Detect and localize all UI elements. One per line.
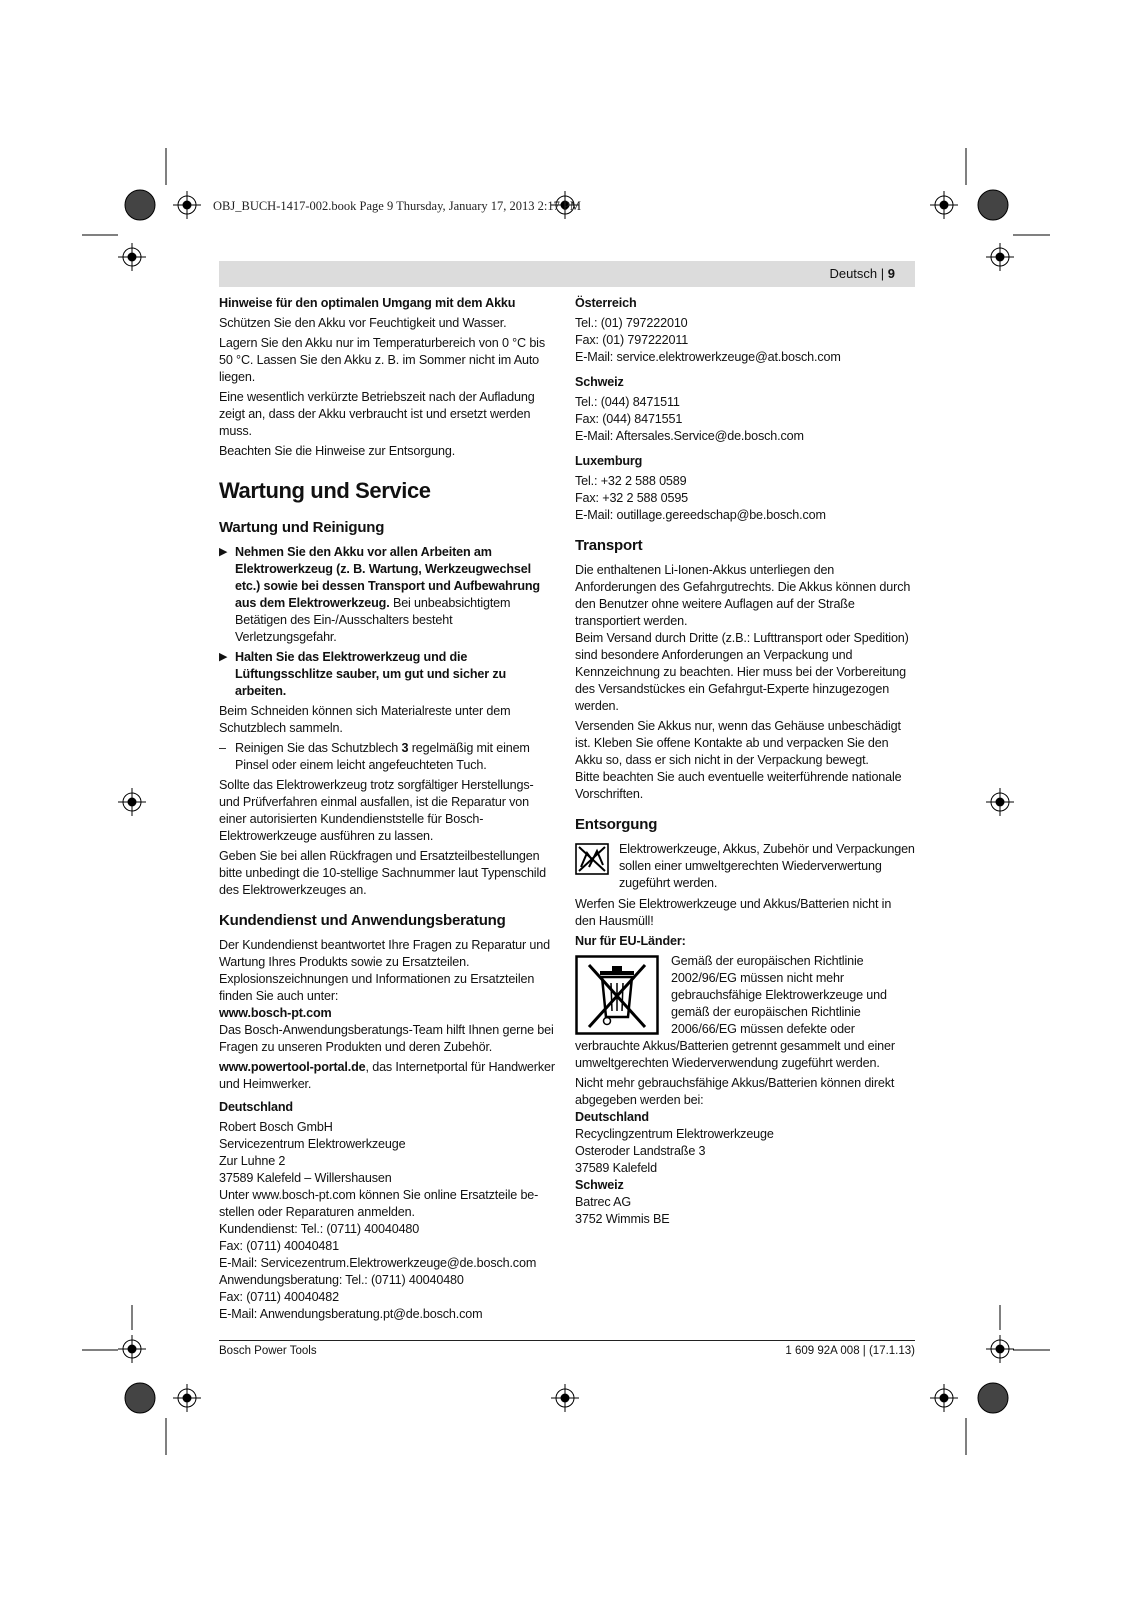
- paragraph: Versenden Sie Akkus nur, wenn das Gehäuse unbeschädigt ist. Kleben Sie offene Kontakte ab und verpacken Sie den Akku so, dass er sich nicht in der Verpackung bewegt.: [575, 719, 901, 767]
- address-line: Recyclingzentrum Elektrowerkzeuge: [575, 1127, 774, 1141]
- footer-rule: [219, 1340, 915, 1341]
- crossed-out-bin-icon: [575, 955, 659, 1035]
- dash-text: Reinigen Sie das Schutzblech: [235, 741, 402, 755]
- left-column: [219, 295, 557, 1323]
- paragraph: Sollte das Elektrowerkzeug trotz sorgfältiger Herstellungs- und Prüfverfahren einmal ausfallen, ist die Reparatur von einer autorisierten Kundendienststelle für Bosch-Elektrowerkzeuge ausführen zu lassen.: [219, 778, 534, 843]
- bullet-bold-text: Nehmen Sie den Akku vor allen Arbeiten am Elektrowerkzeug (z. B. Wartung, Werkzeugwechsel etc.) sowie bei dessen Transport und Aufbewahrung aus dem Elektrowerkzeug.: [235, 545, 540, 610]
- header-separator: |: [877, 266, 888, 281]
- bullet-bold-text: Halten Sie das Elektrowerkzeug und die Lüftungsschlitze sauber, um gut und sicher zu arbeiten.: [235, 650, 507, 698]
- paragraph: Werfen Sie Elektrowerkzeuge und Akkus/Batterien nicht in den Hausmüll!: [575, 897, 892, 928]
- address-line: Zur Luhne 2: [219, 1154, 286, 1168]
- address-block: [575, 1194, 915, 1228]
- url-link[interactable]: www.powertool-portal.de: [219, 1060, 366, 1074]
- address-line: E-Mail: service.elektrowerkzeuge@at.bosch.com: [575, 350, 841, 364]
- address-line: Kundendienst: Tel.: (0711) 40040480: [219, 1222, 420, 1236]
- address-line: Fax: (01) 797222011: [575, 333, 689, 347]
- address-line: E-Mail: outillage.gereedschap@be.bosch.com: [575, 508, 826, 522]
- address-line: Tel.: +32 2 588 0589: [575, 474, 687, 488]
- address-line: 37589 Kalefeld: [575, 1161, 657, 1175]
- paragraph: Nicht mehr gebrauchsfähige Akkus/Batterien können direkt abgegeben werden bei:: [575, 1076, 895, 1107]
- address-block: [575, 394, 915, 445]
- address-line: Fax: (044) 8471551: [575, 412, 683, 426]
- address-line: Osteroder Landstraße 3: [575, 1144, 706, 1158]
- safety-bullet: [219, 544, 557, 646]
- address-line: E-Mail: Anwendungsberatung.pt@de.bosch.com: [219, 1307, 483, 1321]
- address-line: 3752 Wimmis BE: [575, 1212, 670, 1226]
- weee-block: [575, 953, 915, 1072]
- running-header: [829, 266, 895, 281]
- subheading-transport: Transport: [575, 537, 643, 554]
- triangle-bullet-icon: ▶: [219, 651, 228, 663]
- subheading-kundendienst: Kundendienst und Anwendungsberatung: [219, 912, 506, 929]
- address-line: E-Mail: Aftersales.Service@de.bosch.com: [575, 429, 804, 443]
- paragraph: [219, 1059, 557, 1093]
- address-line: Unter www.bosch-pt.com können Sie online Ersatzteile be-: [219, 1188, 539, 1202]
- country-title: Schweiz: [575, 1178, 624, 1192]
- paragraph: [219, 937, 557, 1022]
- paragraph: Beim Schneiden können sich Materialreste unter dem Schutzblech sammeln.: [219, 704, 511, 735]
- akku-title: Hinweise für den optimalen Umgang mit dem Akku: [219, 296, 516, 310]
- country-title: Deutschland: [575, 1110, 649, 1124]
- akku-paragraph: Beachten Sie die Hinweise zur Entsorgung.: [219, 444, 456, 458]
- paragraph: Bitte beachten Sie auch eventuelle weiterführende nationale Vorschriften.: [575, 770, 902, 801]
- address-line: Fax: +32 2 588 0595: [575, 491, 689, 505]
- paragraph: Beim Versand durch Dritte (z.B.: Lufttransport oder Spedition) sind besondere Anforderungen an Verpackung und Kennzeichnung zu beachten. Hier muss bei der Vorbereitung des Versandstückes ein Gefahrgut-Experte hinzugezogen werden.: [575, 631, 909, 713]
- dash-item: – Reinigen Sie das Schutzblech 3 regelmäßig mit einem Pinsel oder einem leicht angefeuchteten Tuch.: [219, 741, 530, 772]
- address-line: Fax: (0711) 40040482: [219, 1290, 339, 1304]
- address-line: Servicezentrum Elektrowerkzeuge: [219, 1137, 406, 1151]
- address-block: [575, 473, 915, 524]
- paragraph: Geben Sie bei allen Rückfragen und Ersatzteilbestellungen bitte unbedingt die 10-stellige Sachnummer laut Typenschild des Elektrowerkzeuges an.: [219, 849, 546, 897]
- url-link[interactable]: www.bosch-pt.com: [219, 1006, 332, 1020]
- header-language: Deutsch: [829, 266, 878, 281]
- triangle-bullet-icon: ▶: [219, 546, 228, 558]
- country-title: Schweiz: [575, 375, 624, 389]
- subheading-wartung-reinigung: Wartung und Reinigung: [219, 519, 385, 536]
- paragraph: Gemäß der europäischen Richtlinie 2002/96/EG müssen nicht mehr gebrauchsfähige Elektrowerkzeuge und gemäß der europäischen Richtlinie 2006/66/EG müssen defekte oder verbrauchte Akkus/Batterien getrennt gesammelt und einer umweltgerechten Wiederverwendung zugeführt werden.: [575, 954, 895, 1070]
- part-number: 3: [401, 741, 409, 755]
- paragraph-text: , das Internetportal für Handwerker und Heimwerker.: [219, 1060, 555, 1091]
- dash-text: regelmäßig mit einem Pinsel oder einem leicht angefeuchteten Tuch.: [235, 741, 530, 772]
- address-block: [219, 1119, 557, 1323]
- country-title: Deutschland: [219, 1100, 293, 1114]
- recycling-symbol-icon: [575, 843, 609, 875]
- bullet-text: Bei unbeabsichtigtem Betätigen des Ein-/Ausschalters besteht Verletzungsgefahr.: [235, 596, 511, 644]
- paragraph: Elektrowerkzeuge, Akkus, Zubehör und Verpackungen sollen einer umweltgerechten Wiederverwertung zugeführt werden.: [619, 842, 915, 890]
- akku-paragraph: Lagern Sie den Akku nur im Temperaturbereich von 0 °C bis 50 °C. Lassen Sie den Akku z. B. im Sommer nicht im Auto liegen.: [219, 336, 545, 384]
- address-line: Fax: (0711) 40040481: [219, 1239, 339, 1253]
- country-title: Österreich: [575, 296, 637, 310]
- paragraph: Die enthaltenen Li-Ionen-Akkus unterliegen den Anforderungen des Gefahrgutrechts. Die Akkus können durch den Benutzer ohne weitere Auflagen auf der Straße transportiert werden.: [575, 563, 911, 628]
- address-line: Batrec AG: [575, 1195, 632, 1209]
- address-line: Tel.: (044) 8471511: [575, 395, 680, 409]
- address-line: Tel.: (01) 797222010: [575, 316, 688, 330]
- eu-title: Nur für EU-Länder:: [575, 934, 686, 948]
- page-number: 9: [887, 266, 895, 281]
- akku-paragraph: Eine wesentlich verkürzte Betriebszeit nach der Aufladung zeigt an, dass der Akku verbraucht ist und ersetzt werden muss.: [219, 390, 535, 438]
- kunden-text: Der Kundendienst beantwortet Ihre Fragen zu Reparatur und Wartung Ihres Produkts sowie zu Ersatzteilen. Explosionszeichnungen und Informationen zu Ersatzteilen finden Sie auch unter:: [219, 938, 550, 1003]
- safety-bullet: [219, 649, 557, 700]
- address-line: Anwendungsberatung: Tel.: (0711) 40040480: [219, 1273, 464, 1287]
- paragraph: Das Bosch-Anwendungsberatungs-Team hilft Ihnen gerne bei Fragen zu unseren Produkten und deren Zubehör.: [219, 1023, 554, 1054]
- address-block: [575, 1126, 915, 1177]
- address-line: stellen oder Reparaturen anmelden.: [219, 1205, 415, 1219]
- country-title: Luxemburg: [575, 454, 643, 468]
- print-slug: OBJ_BUCH-1417-002.book Page 9 Thursday, January 17, 2013 2:17 PM: [213, 199, 582, 213]
- address-line: Robert Bosch GmbH: [219, 1120, 333, 1134]
- right-column: [575, 295, 915, 1228]
- footer-doc-number: 1 609 92A 008 | (17.1.13): [785, 1345, 915, 1357]
- header-bar: [219, 261, 915, 287]
- address-block: [575, 315, 915, 366]
- section-heading-wartung-service: Wartung und Service: [219, 478, 431, 503]
- subheading-entsorgung: Entsorgung: [575, 816, 658, 833]
- akku-paragraph: Schützen Sie den Akku vor Feuchtigkeit und Wasser.: [219, 316, 507, 330]
- recycling-block: [575, 841, 915, 892]
- footer-brand: Bosch Power Tools: [219, 1345, 317, 1357]
- address-line: 37589 Kalefeld – Willershausen: [219, 1171, 392, 1185]
- address-line: E-Mail: Servicezentrum.Elektrowerkzeuge@de.bosch.com: [219, 1256, 537, 1270]
